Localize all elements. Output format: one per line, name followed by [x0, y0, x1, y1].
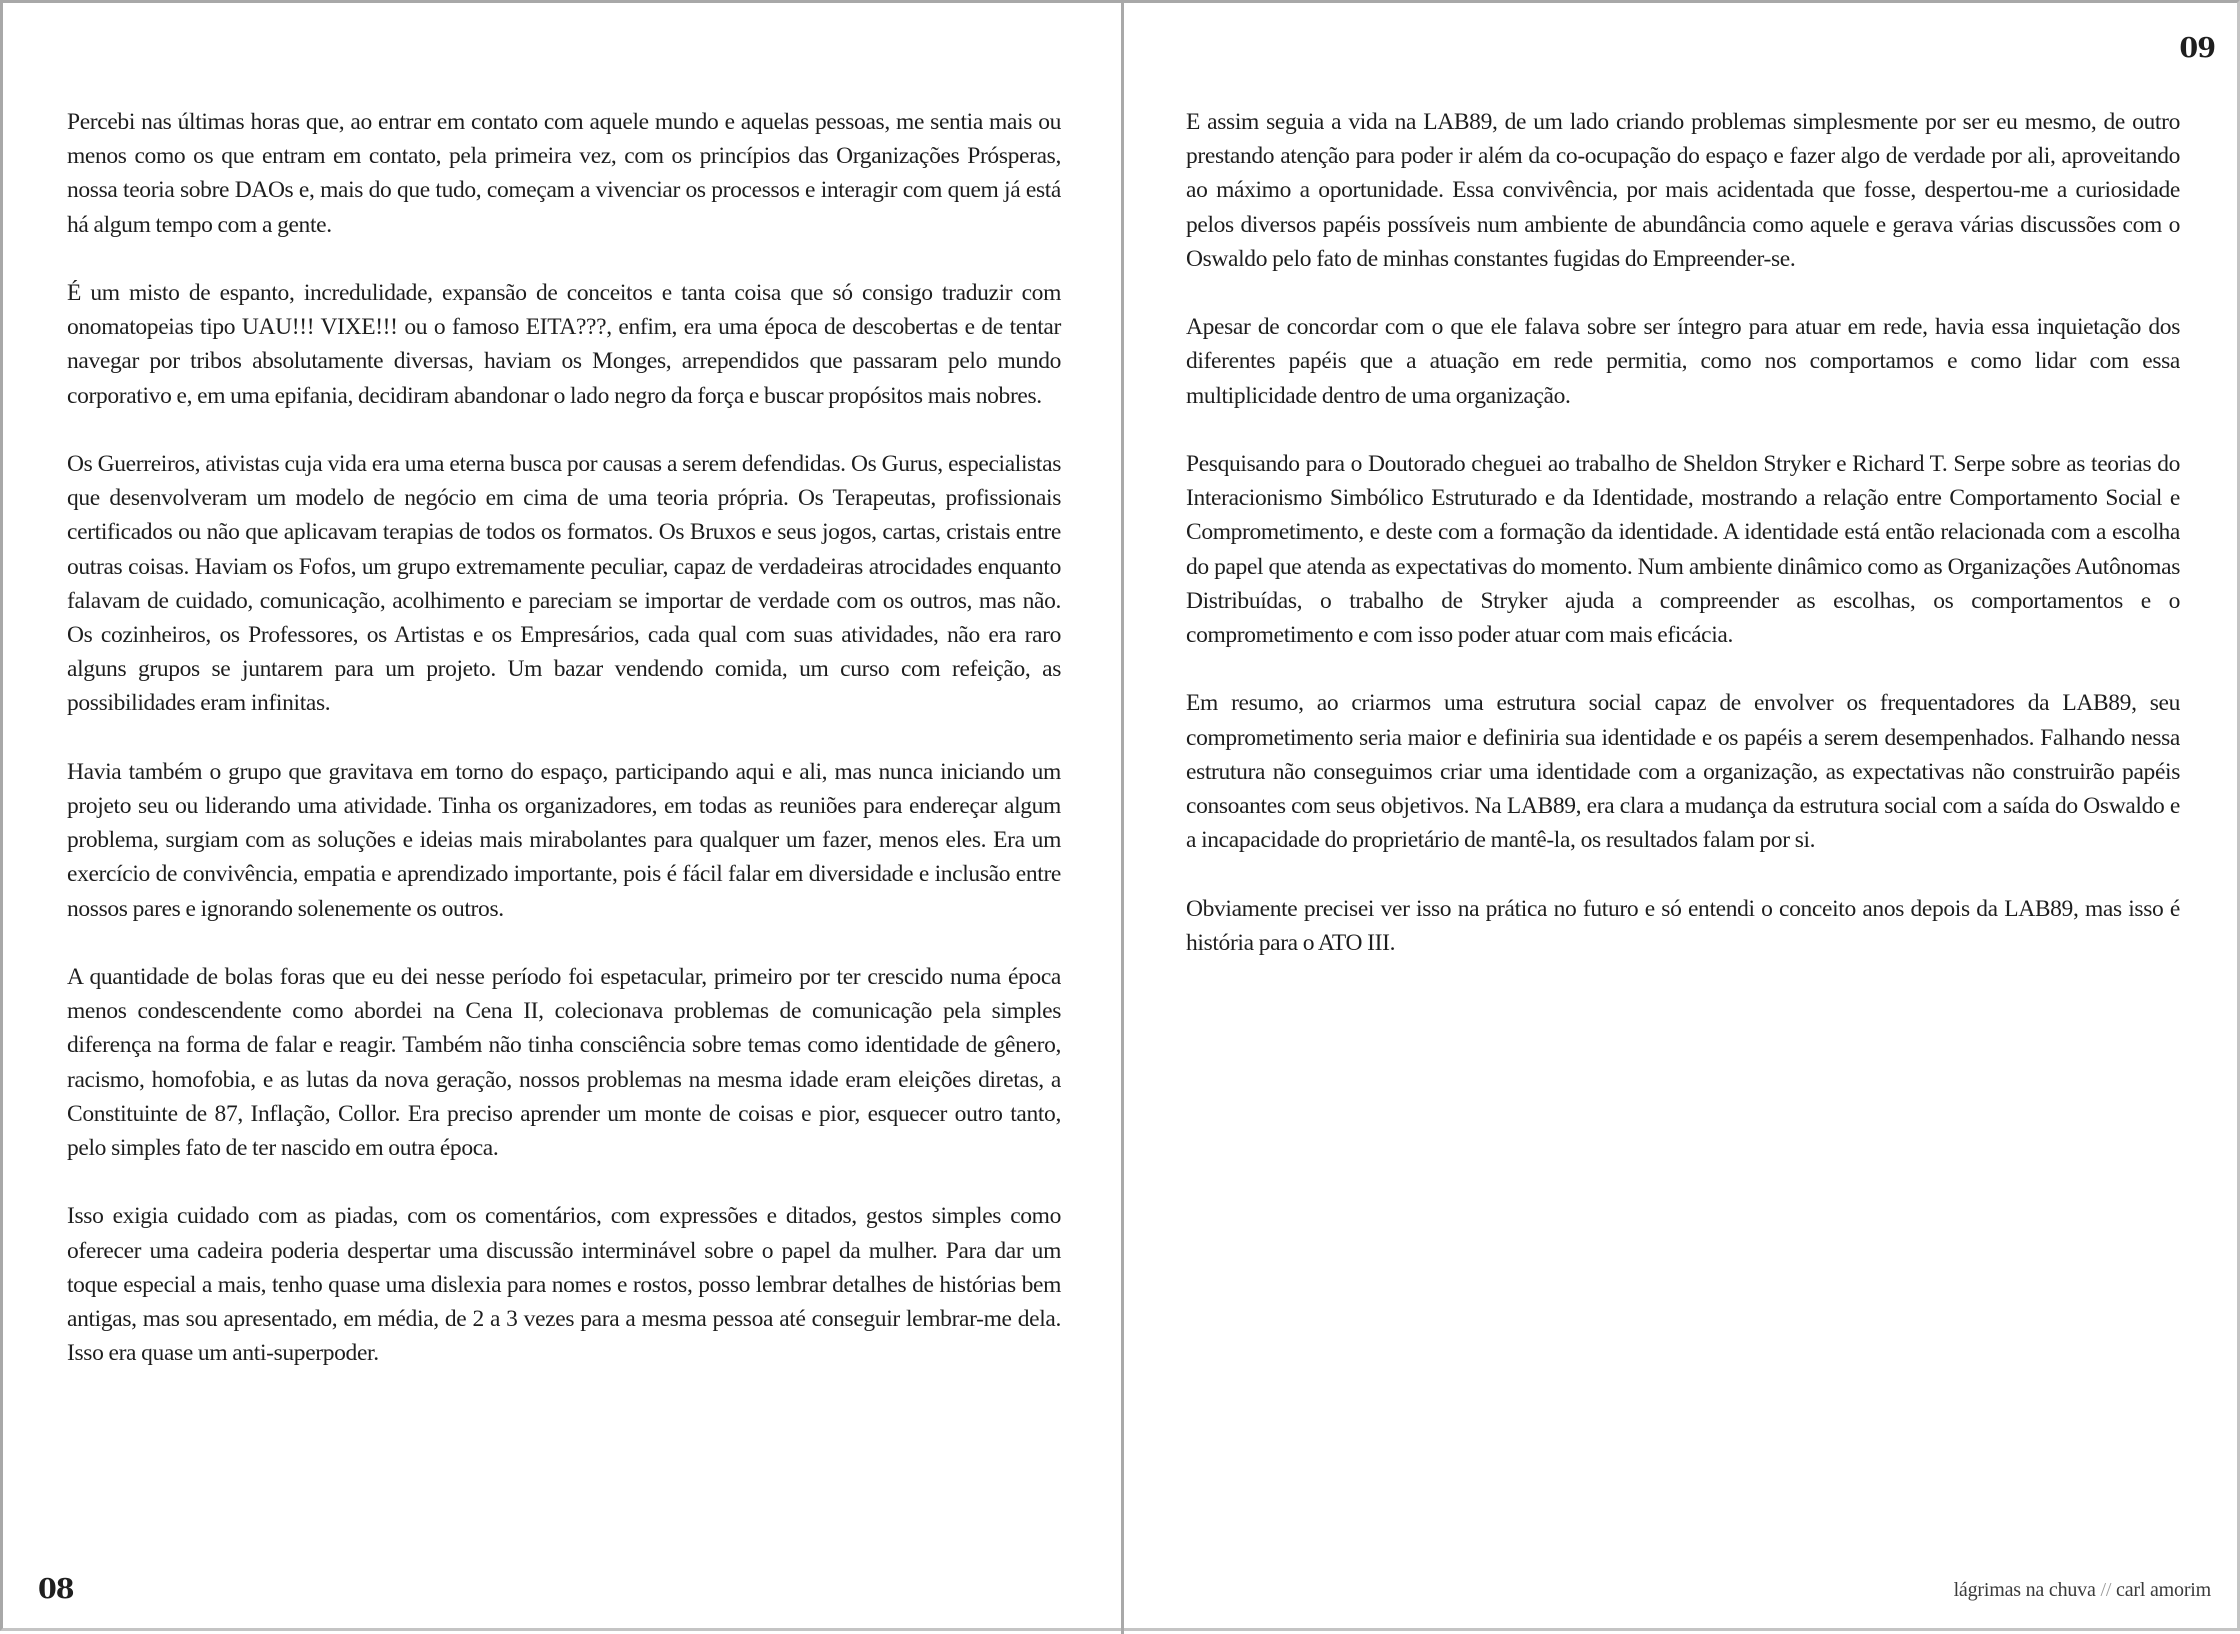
book-author: carl amorim	[2116, 1579, 2211, 1601]
paragraph: Obviamente precisei ver isso na prática no futuro e só entendi o conceito anos depois da LAB89, mas isso é história para o ATO III.	[1186, 895, 2180, 956]
paragraph: A quantidade de bolas foras que eu dei nesse período foi espetacular, primeiro por ter crescido numa época menos condescendente como abordei na Cena II, colecionava problemas de comunicação pela simples diferença na forma de falar e reagir. Também não tinha consciência sobre temas como identidade de gênero, racismo, homofobia, e as lutas da nova geração, nossos problemas na mesma idade eram eleições diretas, a Constituinte de 87, Inflação, Collor. Era preciso aprender um monte de coisas e pior, esquecer outro tanto, pelo simples fato de ter nascido em outra época.	[67, 964, 1061, 1162]
paragraph: Percebi nas últimas horas que, ao entrar em contato com aquele mundo e aquelas pessoas, me sentia mais ou menos como os que entram em contato, pela primeira vez, com os princípios das Organizações Prósperas, nossa teoria sobre DAOs e, mais do que tudo, começam a vivenciar os processos e interagir com quem já está há algum tempo com a gente.	[67, 109, 1061, 238]
page-number-right: 09	[2179, 33, 2215, 64]
paragraph: Apesar de concordar com o que ele falava sobre ser íntegro para atuar em rede, havia essa inquietação dos diferentes papéis que a atuação em rede permitia, como nos comportamos e como lidar com essa multiplicidade dentro de uma organização.	[1186, 314, 2180, 409]
paragraph: Os Guerreiros, ativistas cuja vida era uma eterna busca por causas a serem defendidas. Os Gurus, especialistas que desenvolveram um modelo de negócio em cima de uma teoria própria. Os Terapeutas, profissionais certificados ou não que aplicavam terapias de todos os formatos. Os Bruxos e seus jogos, cartas, cristais entre outras coisas. Haviam os Fofos, um grupo extremamente peculiar, capaz de verdadeiras atrocidades enquanto falavam de cuidado, comunicação, acolhimento e pareciam se importar de verdade com os outros, mas não. Os cozinheiros, os Professores, os Artistas e os Empresários, cada qual com suas atividades, não era raro alguns grupos se juntarem para um projeto. Um bazar vendendo comida, um curso com refeição, as possibilidades eram infinitas.	[67, 451, 1061, 717]
book-title: lágrimas na chuva	[1953, 1579, 2096, 1601]
right-page	[1124, 3, 2240, 1634]
paragraph: É um misto de espanto, incredulidade, expansão de conceitos e tanta coisa que só consigo traduzir com onomatopeias tipo UAU!!! VIXE!!! ou o famoso EITA???, enfim, era uma época de descobertas e de tentar navegar por tribos absolutamente diversas, haviam os Monges, arrependidos que passaram pelo mundo corporativo e, em uma epifania, decidiram abandonar o lado negro da força e buscar propósitos mais nobres.	[67, 280, 1061, 409]
running-footer	[1954, 1579, 2211, 1602]
left-page	[3, 3, 1121, 1634]
paragraph: Havia também o grupo que gravitava em torno do espaço, participando aqui e ali, mas nunca iniciando um projeto seu ou liderando uma atividade. Tinha os organizadores, em todas as reuniões para endereçar algum problema, surgiam com as soluções e ideias mais mirabolantes para qualquer um fazer, menos eles. Era um exercício de convivência, empatia e aprendizado importante, pois é fácil falar em diversidade e inclusão entre nossos pares e ignorando solenemente os outros.	[67, 758, 1061, 922]
left-page-body	[67, 105, 1061, 1405]
paragraph: Em resumo, ao criarmos uma estrutura social capaz de envolver os frequentadores da LAB89, seu comprometimento seria maior e definiria sua identidade e os papéis a serem desempenhados. Falhando nessa estrutura não conseguimos criar uma identidade com a organização, as expectativas não construirão papéis consoantes com seus objetivos. Na LAB89, era clara a mudança da estrutura social com a saída do Oswaldo e a incapacidade do proprietário de mantê-la, os resultados falam por si.	[1186, 690, 2180, 854]
page-number-left: 08	[38, 1574, 74, 1605]
paragraph: Pesquisando para o Doutorado cheguei ao trabalho de Sheldon Stryker e Richard T. Serpe sobre as teorias do Interacionismo Simbólico Estruturado e da Identidade, mostrando a relação entre Comportamento Social e Comprometimento, e deste com a formação da identidade. A identidade está então relacionada com a escolha do papel que atenda as expectativas do momento. Num ambiente dinâmico como as Organizações Autônomas Distribuídas, o trabalho de Stryker ajuda a compreender as escolhas, os comportamentos e o comprometimento e com isso poder atuar com mais eficácia.	[1186, 451, 2180, 649]
right-page-body	[1186, 105, 2180, 994]
footer-separator: //	[2100, 1579, 2112, 1601]
paragraph: E assim seguia a vida na LAB89, de um lado criando problemas simplesmente por ser eu mesmo, de outro prestando atenção para poder ir além da co-ocupação do espaço e fazer algo de verdade por ali, aproveitando ao máximo a oportunidade. Essa convivência, por mais acidentada que fosse, despertou-me a curiosidade pelos diversos papéis possíveis num ambiente de abundância como aquele e gerava várias discussões com o Oswaldo pelo fato de minhas constantes fugidas do Empreender-se.	[1186, 109, 2180, 272]
paragraph: Isso exigia cuidado com as piadas, com os comentários, com expressões e ditados, gestos simples como oferecer uma cadeira poderia despertar uma discussão interminável sobre o papel da mulher. Para dar um toque especial a mais, tenho quase uma dislexia para nomes e rostos, posso lembrar detalhes de histórias bem antigas, mas sou apresentado, em média, de 2 a 3 vezes para a mesma pessoa até conseguir lembrar-me dela. Isso era quase um anti-superpoder.	[67, 1203, 1061, 1367]
